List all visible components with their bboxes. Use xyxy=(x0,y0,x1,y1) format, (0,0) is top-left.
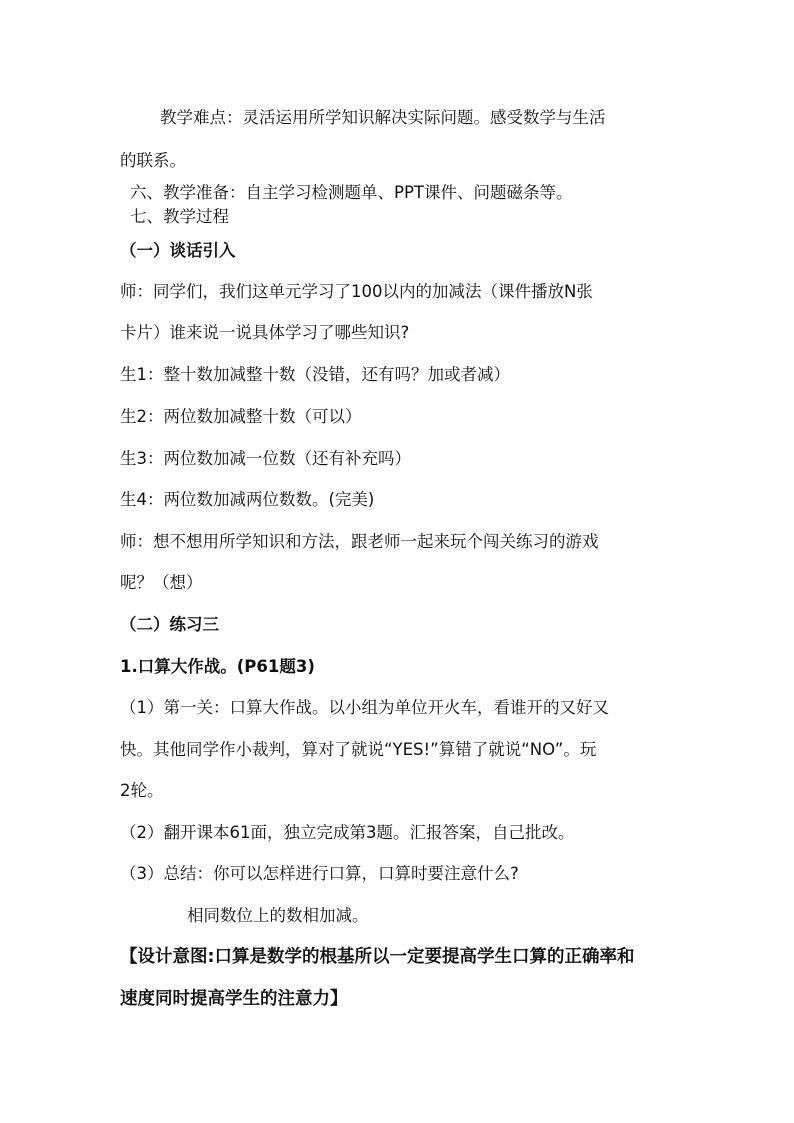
paragraph-teacher-1-cont: 卡片）谁来说一说具体学习了哪些知识? xyxy=(120,323,410,342)
design-intent-note: 【设计意图:口算是数学的根基所以一定要提高学生口算的正确率和 xyxy=(120,947,635,967)
section-heading-exercise: （二）练习三 xyxy=(120,615,219,634)
paragraph-teacher-2: 师：想不想用所学知识和方法，跟老师一起来玩个闯关练习的游戏 xyxy=(120,532,599,551)
paragraph-student-4: 生4：两位数加减两位数数。(完美) xyxy=(120,490,375,509)
paragraph-teaching-difficulty-cont: 的联系。 xyxy=(120,151,186,170)
paragraph-step-1-end: 2轮。 xyxy=(120,781,164,800)
heading-teaching-preparation: 六、教学准备：自主学习检测题单、PPT课件、问题磁条等。 xyxy=(130,183,573,202)
paragraph-teaching-difficulty: 教学难点：灵活运用所学知识解决实际问题。感受数学与生活 xyxy=(160,108,606,127)
paragraph-step-1-cont: 快。其他同学作小裁判，算对了就说“YES!”算错了就说“NO”。玩 xyxy=(120,740,597,759)
paragraph-student-2: 生2：两位数加减整十数（可以） xyxy=(120,407,362,426)
design-intent-note-cont: 速度同时提高学生的注意力】 xyxy=(120,989,348,1009)
paragraph-summary: 相同数位上的数相加减。 xyxy=(187,906,369,925)
paragraph-step-1: （1）第一关：口算大作战。以小组为单位开火车，看谁开的又好又 xyxy=(120,698,609,717)
heading-teaching-process: 七、教学过程 xyxy=(130,207,229,226)
section-heading-intro: （一）谈话引入 xyxy=(120,241,236,260)
paragraph-student-1: 生1：整十数加减整十数（没错，还有吗？加或者减） xyxy=(120,365,510,384)
paragraph-student-3: 生3：两位数加减一位数（还有补充吗） xyxy=(120,449,411,468)
paragraph-step-2: （2）翻开课本61面，独立完成第3题。汇报答案，自己批改。 xyxy=(120,823,575,842)
paragraph-step-3: （3）总结：你可以怎样进行口算，口算时要注意什么? xyxy=(120,864,519,883)
paragraph-teacher-1: 师：同学们，我们这单元学习了100以内的加减法（课件播放N张 xyxy=(120,282,593,301)
subheading-oral-calculation: 1.口算大作战。(P61题3) xyxy=(120,657,315,676)
paragraph-teacher-2-cont: 呢？（想） xyxy=(120,573,203,592)
